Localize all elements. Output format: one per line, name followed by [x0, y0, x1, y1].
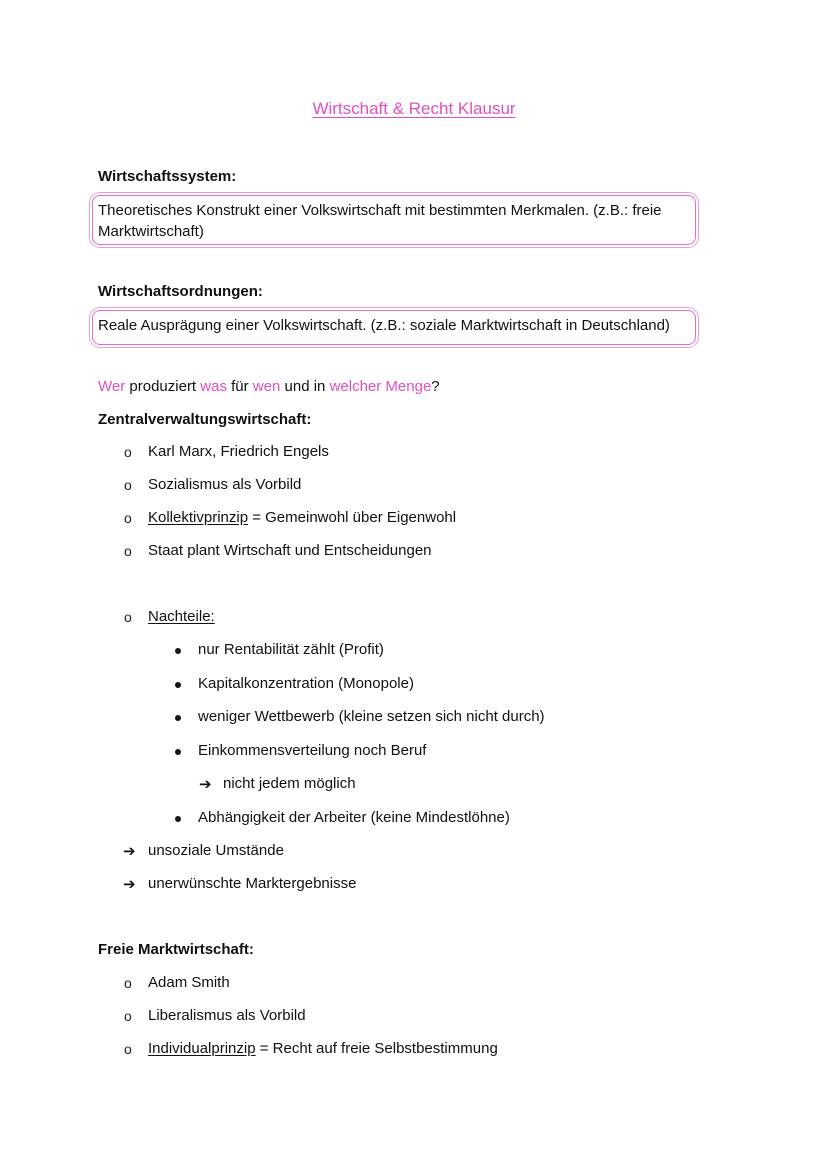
definition-line-1: Theoretisches Konstrukt einer Volkswirtschaft mit bestimmten Merkmalen. (z.B.: freie: [98, 202, 662, 219]
list-item-individualprinzip: Individualprinzip = Recht auf freie Selbstbestimmung: [148, 1040, 498, 1057]
heading-zentralverwaltungswirtschaft: Zentralverwaltungswirtschaft:: [98, 411, 312, 428]
circle-bullet-icon: o: [124, 477, 132, 493]
bullet-icon: [175, 682, 181, 688]
circle-bullet-icon: o: [124, 444, 132, 460]
document-title: Wirtschaft & Recht Klausur: [312, 99, 516, 118]
list-item-kollektivprinzip: Kollektivprinzip = Gemeinwohl über Eigenwohl: [148, 509, 457, 526]
nachteil-item: Einkommensverteilung noch Beruf: [198, 742, 427, 759]
definition-text: Reale Ausprägung einer Volkswirtschaft. (z.B.: soziale Marktwirtschaft in Deutschland): [98, 317, 670, 334]
nachteil-item: weniger Wettbewerb (kleine setzen sich nicht durch): [198, 708, 545, 725]
nachteile-label: Nachteile:: [148, 608, 215, 625]
circle-bullet-icon: o: [124, 510, 132, 526]
conclusion-item: unerwünschte Marktergebnisse: [148, 875, 357, 892]
nachteil-item: Kapitalkonzentration (Monopole): [198, 675, 414, 692]
key-question: Wer produziert was für wen und in welcher Menge?: [98, 378, 440, 395]
sub-arrow-item: nicht jedem möglich: [223, 775, 356, 792]
heading-freie-marktwirtschaft: Freie Marktwirtschaft:: [98, 941, 254, 958]
list-item: Adam Smith: [148, 974, 230, 991]
heading-wirtschaftsordnungen: Wirtschaftsordnungen:: [98, 283, 263, 300]
arrow-right-icon: ➔: [123, 843, 136, 860]
bullet-icon: [175, 816, 181, 822]
circle-bullet-icon: o: [124, 543, 132, 559]
bullet-icon: [175, 648, 181, 654]
nachteil-item: nur Rentabilität zählt (Profit): [198, 641, 384, 658]
nachteil-item: Abhängigkeit der Arbeiter (keine Mindestlöhne): [198, 809, 510, 826]
arrow-right-icon: ➔: [123, 876, 136, 893]
definition-box-system: [92, 195, 696, 245]
list-item: Liberalismus als Vorbild: [148, 1007, 306, 1024]
definition-line-2: Marktwirtschaft): [98, 223, 204, 240]
list-item: Staat plant Wirtschaft und Entscheidungen: [148, 542, 432, 559]
circle-bullet-icon: o: [124, 1041, 132, 1057]
circle-bullet-icon: o: [124, 1008, 132, 1024]
heading-wirtschaftssystem: Wirtschaftssystem:: [98, 168, 237, 185]
list-item: Sozialismus als Vorbild: [148, 476, 302, 493]
list-item: Karl Marx, Friedrich Engels: [148, 443, 329, 460]
conclusion-item: unsoziale Umstände: [148, 842, 284, 859]
definition-box-ordnungen: [92, 310, 696, 345]
circle-bullet-icon: o: [124, 609, 132, 625]
bullet-icon: [175, 715, 181, 721]
circle-bullet-icon: o: [124, 975, 132, 991]
bullet-icon: [175, 749, 181, 755]
arrow-right-icon: ➔: [199, 776, 212, 793]
